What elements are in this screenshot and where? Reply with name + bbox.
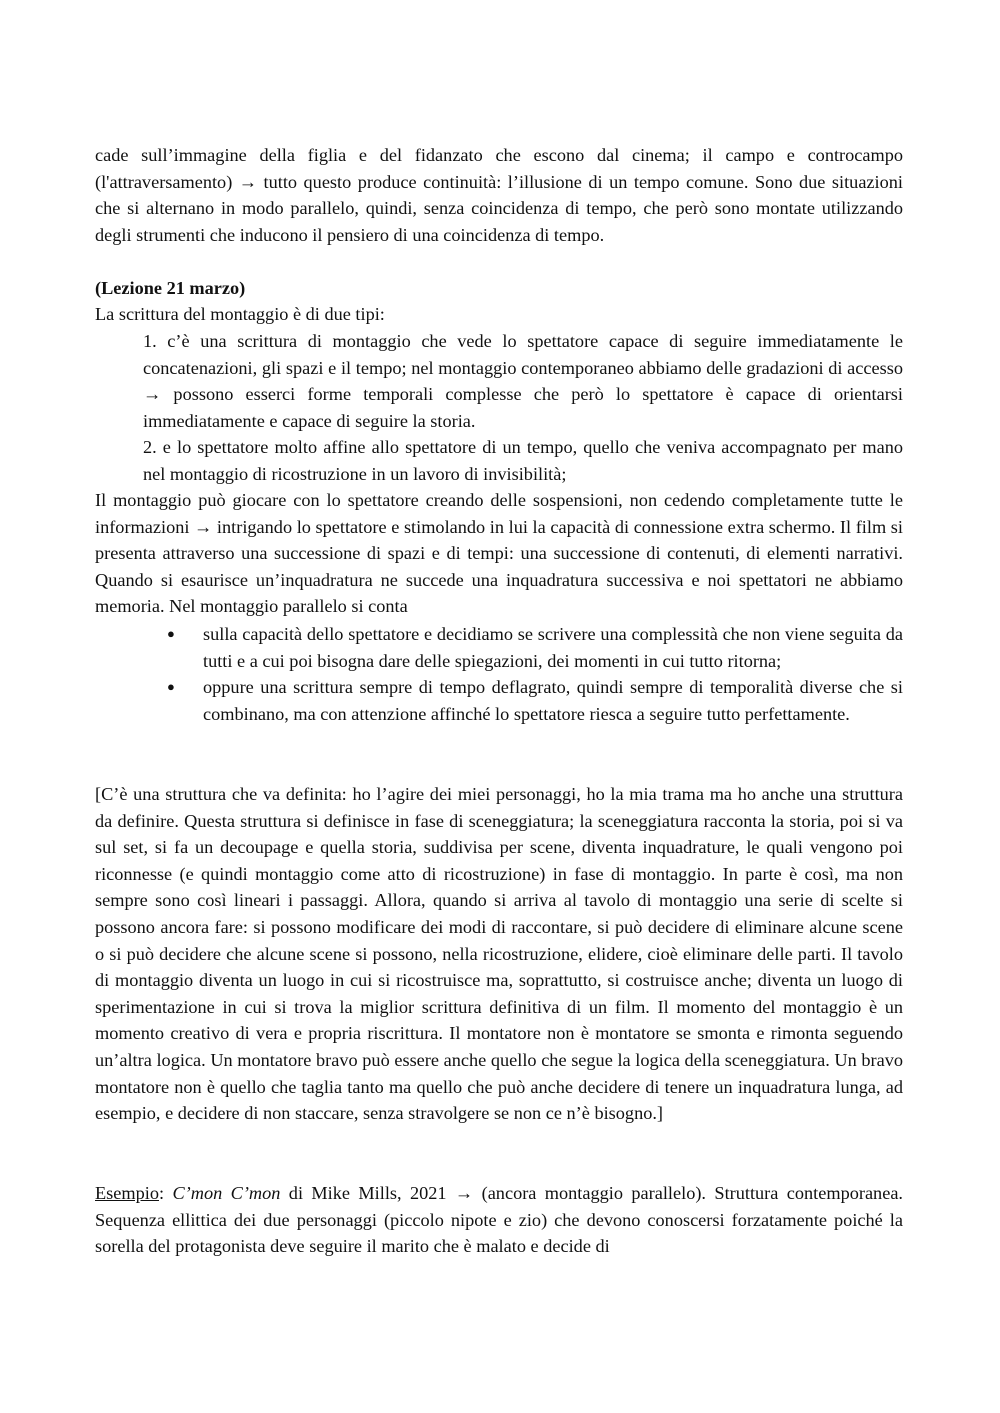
paragraph-continuation: cade sull’immagine della figlia e del fidanzato che escono dal cinema; il campo e controcampo (l'attraversamento) → tutto questo produce continuità: l’illusione di un tempo comune. Sono due situazioni che si alternano in modo parallelo, quindi, senza coincidenza di tempo, che però sono montate utilizzando degli strumenti che inducono il pensiero di una coincidenza di tempo. xyxy=(95,145,903,245)
bullet-icon: ● xyxy=(167,626,175,641)
numbered-item: 2. e lo spettatore molto affine allo spettatore di un tempo, quello che veniva accompagnato per mano nel montaggio di ricostruzione in un lavoro di invisibilità; xyxy=(143,437,903,484)
intro-line: La scrittura del montaggio è di due tipi: xyxy=(95,304,385,324)
example-colon: : xyxy=(158,1183,173,1203)
paragraph-example xyxy=(95,1180,903,1260)
numbered-list xyxy=(143,328,903,488)
bullet-list xyxy=(167,621,903,727)
example-text: di Mike Mills, 2021 → (ancora montaggio parallelo). Struttura contemporanea. Sequenza ellittica dei due personaggi (piccolo nipote e zio) che devono conoscersi forzatamente poiché la sorella del protagonista deve seguire il marito che è malato e decide di xyxy=(95,1183,904,1257)
lesson-heading: (Lezione 21 marzo) xyxy=(95,278,246,298)
numbered-item: 1. c’è una scrittura di montaggio che vede lo spettatore capace di seguire immediatamente le concatenazioni, gli spazi e il tempo; nel montaggio contemporaneo abbiamo delle gradazioni di accesso → possono esserci forme temporali complesse che però lo spettatore è capace di orientarsi immediatamente e capace di seguire la storia. xyxy=(143,331,903,431)
bullet-icon: ● xyxy=(167,679,175,695)
film-title: C’mon C’mon xyxy=(172,1183,281,1203)
example-label: Esempio xyxy=(95,1183,159,1203)
paragraph-struttura: [C’è una struttura che va definita: ho l’agire dei miei personaggi, ho la mia trama ma ho anche una struttura da definire. Questa struttura si definisce in fase di sceneggiatura; la sceneggiatura racconta la storia, poi si va sul set, si fa un decoupage e quella storia, suddivisa per scene, diventa inquadrature, le quali vengono poi riconnesse (e quindi montaggio come atto di ricostruzione) in fase di montaggio. In parte è così, ma non sempre sono così lineari i passaggi. Allora, quando si arriva al tavolo di montaggio una serie di scelte si possono ancora fare: si possono modificare dei modi di raccontare, si può decidere di eliminare alcune scene o si può decidere che alcune scene si possono, nella ricostruzione, elidere, cioè eliminare delle parti. Il tavolo di montaggio diventa un luogo in cui si ricostruisce ma, soprattutto, si costruisce anche; diventa un luogo di sperimentazione in cui si trova la miglior scrittura definitiva di un film. Il momento del montaggio è un momento creativo di vera e propria riscrittura. Il montatore non è montatore se smonta e rimonta seguendo un’altra logica. Un montatore bravo può essere anche quello che segue la logica della sceneggiatura. Un bravo montatore non è quello che taglia tanto ma quello che può anche decidere di tenere un inquadratura lunga, ad esempio, e decidere di non staccare, senza stravolgere se non ce n’è bisogno.] xyxy=(95,784,903,1124)
bullet-text: oppure una scrittura sempre di tempo deflagrato, quindi sempre di temporalità diverse che si combinano, ma con attenzione affinché lo spettatore riesca a seguire tutto perfettamente. xyxy=(203,677,903,724)
bullet-item xyxy=(167,674,903,727)
bullet-item xyxy=(167,621,903,674)
bullet-text: sulla capacità dello spettatore e decidiamo se scrivere una complessità che non viene seguita da tutti e a cui poi bisogna dare delle spiegazioni, dei momenti in cui tutto ritorna; xyxy=(203,624,903,671)
paragraph-montaggio: Il montaggio può giocare con lo spettatore creando delle sospensioni, non cedendo completamente tutte le informazioni → intrigando lo spettatore e stimolando in lui la capacità di connessione extra schermo. Il film si presenta attraverso una successione di spazi e di tempi: una successione di contenuti, di elementi narrativi. Quando si esaurisce un’inquadratura ne succede una inquadratura successiva e noi spettatori ne abbiamo memoria. Nel montaggio parallelo si conta xyxy=(95,490,903,617)
